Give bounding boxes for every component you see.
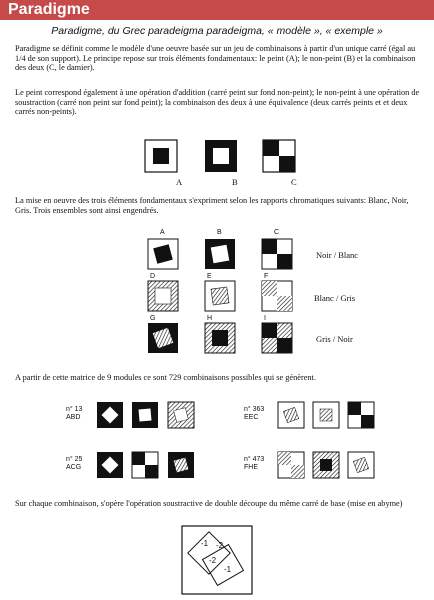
fig2-letter-c: C [274,229,280,236]
fig1-label-b: B [232,177,238,187]
fig4-mark-2: -2 [216,541,224,550]
fig2-letter-b: B [217,229,222,236]
paragraph-definition: Paradigme se définit comme le modèle d'une oeuvre basée sur un jeu de combinaisons à partir d'un unique carré (égal au 1/4 de son support). Le principe repose sur trois éléments fondamentaux: le peint (A); le non-peint (B) et la combinaison des deux (C, le damier). [15,44,416,73]
fig3-combo-473 [278,452,374,478]
fig3-label-25-code: ACG [66,464,82,471]
paragraph-chromatic: La mise en oeuvre des trois éléments fondamentaux s'expriment selon les rapports chromatiques suivants: Blanc, Noir, Gris. Trois ensembles sont ainsi engendrés. [15,196,409,215]
fig1-module-a [145,140,177,172]
fig2-module-c [262,239,292,269]
fig3-label-473-n: n° 473 [244,456,265,463]
paragraph-matrix: A partir de cette matrice de 9 modules ce sont 729 combinaisons possibles qui se génèrent. [15,373,316,382]
fig2-module-g [148,323,178,353]
fig2-letter-h: H [207,315,213,322]
page-title: Paradigme [8,1,90,18]
fig2-letter-a: A [160,229,165,236]
fig2-letter-i: I [264,315,266,322]
paragraph-mise-en-abyme: Sur chaque combinaison, s'opère l'opération soustractive de double découpe du même carré de base (mise en abyme) [15,499,403,508]
fig2-row-gris-noir: Gris / Noir [316,334,353,344]
fig3-label-25-n: n° 25 [66,456,83,463]
fig2-letter-g: G [150,315,156,322]
fig3-label-363-n: n° 363 [244,406,265,413]
fig1-label-a: A [176,177,183,187]
fig2-module-h [205,323,235,353]
fig2-letter-f: F [264,273,269,280]
fig3-label-363-code: EEC [244,414,259,421]
fig3-combo-13 [97,402,194,428]
fig3-label-473-code: FHE [244,464,258,471]
fig2-row-blanc-gris: Blanc / Gris [314,293,356,303]
page-subtitle: Paradigme, du Grec paradeigma paradeigma, « modèle », « exemple » [51,25,383,37]
fig2-module-d [148,281,178,311]
fig2-module-i [262,323,292,353]
fig1-module-c [263,140,295,172]
fig2-row-noir-blanc: Noir / Blanc [316,250,359,260]
fig1-label-c: C [291,177,297,187]
fig2-module-e [205,281,235,311]
fig2-module-a [148,239,178,269]
fig3-combo-363 [278,402,374,428]
fig4-double-cut [182,526,252,594]
fig2-letter-d: D [150,273,156,280]
paragraph-operations: Le peint correspond également à une opération d'addition (carré peint sur fond non-peint); le non-peint à une opération de soustraction (carré non peint sur fond peint); la combinaison des deux à une équivalence (deux carrés peints et et deux carrés non-peints). [15,88,420,117]
fig2-module-f [262,281,292,311]
fig4-mark-3: -2 [209,556,217,565]
fig4-mark-4: -1 [224,565,232,574]
fig3-combo-25 [97,452,194,478]
fig3-label-13-n: n° 13 [66,406,83,413]
fig1-module-b [205,140,237,172]
fig3-label-13-code: ABD [66,414,81,421]
fig2-letter-e: E [207,273,212,280]
fig4-mark-1: -1 [201,539,209,548]
fig2-module-b [205,239,235,269]
